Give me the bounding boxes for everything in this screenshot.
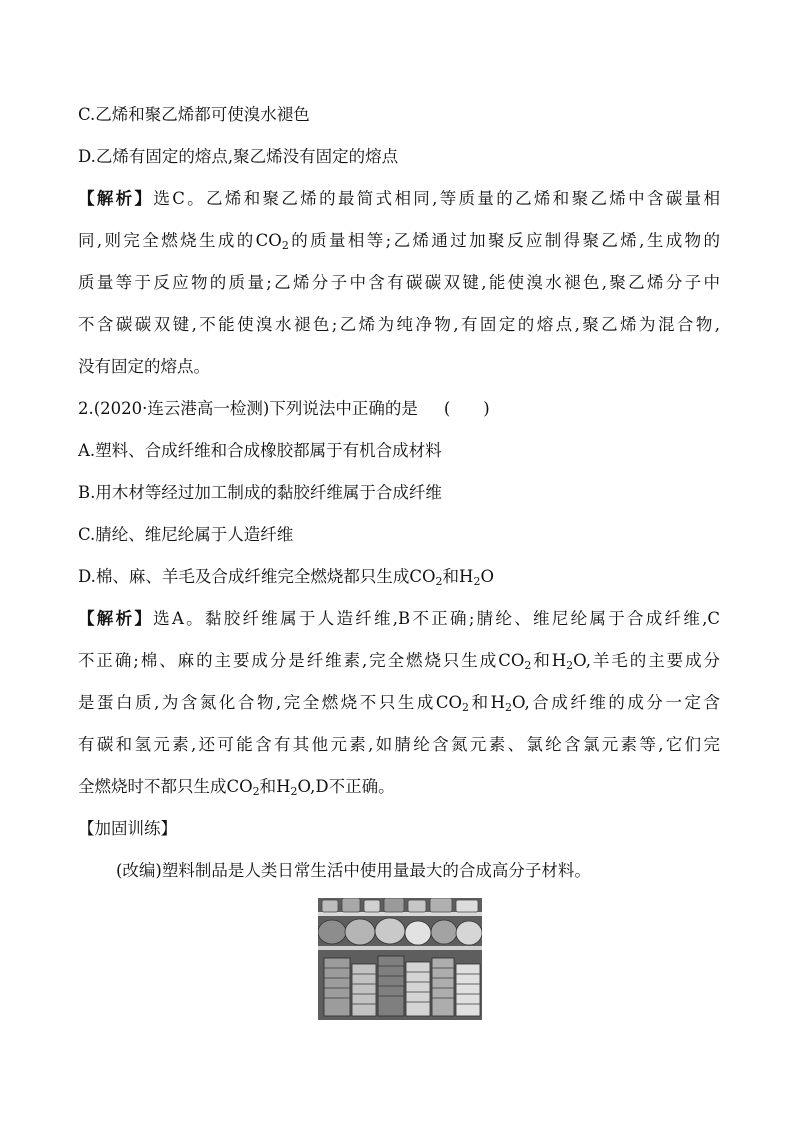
q1-analysis-line1 <box>78 188 720 210</box>
q2-analysis-text2c: O,羊毛的主要成分 <box>573 651 721 670</box>
q2-analysis-sub2b: 2 <box>566 659 574 672</box>
q2-option-b: B.用木材等经过加工制成的黏胶纤维属于合成纤维 <box>78 483 442 502</box>
q2-option-d-sub1: 2 <box>435 575 443 588</box>
q2-analysis-line5 <box>78 776 395 798</box>
q2-stem-text: 2.(2020·连云港高一检测)下列说法中正确的是 <box>78 399 418 418</box>
q2-analysis-sub3b: 2 <box>504 701 512 714</box>
q2-analysis-text2b: 和H <box>531 651 567 670</box>
q2-analysis-text3b: 和H <box>469 693 505 712</box>
q1-analysis-label: 【解析】 <box>78 189 154 208</box>
q2-analysis-text2a: 不正确;棉、麻的主要成分是纤维素,完全燃烧只生成CO <box>78 651 525 670</box>
q2-answer-bracket: ( ) <box>443 399 490 418</box>
q2-analysis-text1: 选A。黏胶纤维属于人造纤维,B不正确;腈纶、维尼纶属于合成纤维,C <box>153 609 721 628</box>
q2-option-a: A.塑料、合成纤维和合成橡胶都属于有机合成材料 <box>78 441 442 460</box>
q2-analysis-text5b: 和H <box>259 777 291 796</box>
q2-option-d-text-b: 和H <box>442 567 474 586</box>
q2-analysis-sub2a: 2 <box>524 659 532 672</box>
q2-analysis-sub3a: 2 <box>462 701 470 714</box>
q1-option-d: D.乙烯有固定的熔点,聚乙烯没有固定的熔点 <box>78 147 399 166</box>
q1-analysis-line4: 不含碳碳双键,不能使溴水褪色;乙烯为纯净物,有固定的熔点,聚乙烯为混合物, <box>78 315 720 334</box>
reinforce-intro: (改编)塑料制品是人类日常生活中使用量最大的合成高分子材料。 <box>116 861 591 880</box>
q2-analysis-sub5a: 2 <box>252 785 260 798</box>
q1-analysis-line2 <box>78 230 720 252</box>
q1-analysis-text2b: 的质量相等;乙烯通过加聚反应制得聚乙烯,生成物的 <box>288 231 720 250</box>
q2-option-d-text-a: D.棉、麻、羊毛及合成纤维完全燃烧都只生成CO <box>78 567 436 586</box>
q2-analysis-line4: 有碳和氢元素,还可能含有其他元素,如腈纶含氮元素、氯纶含氯元素等,它们完 <box>78 735 720 754</box>
plastic-buckets-photo <box>318 898 482 1020</box>
q2-option-d-text-c: O <box>480 567 494 586</box>
q1-analysis-text1: 选C。乙烯和聚乙烯的最简式相同,等质量的乙烯和聚乙烯中含碳量相 <box>153 189 721 208</box>
reinforce-label: 【加固训练】 <box>78 819 177 838</box>
q2-analysis-sub5b: 2 <box>290 785 298 798</box>
q2-stem <box>78 398 490 420</box>
q1-analysis-line3: 质量等于反应物的质量;乙烯分子中含有碳碳双键,能使溴水褪色,聚乙烯分子中 <box>78 273 720 292</box>
q2-option-d <box>78 566 494 588</box>
q2-analysis-text3a: 是蛋白质,为含氮化合物,完全燃烧不只生成CO <box>78 693 463 712</box>
q2-analysis-text3c: O,合成纤维的成分一定含 <box>511 693 720 712</box>
q2-analysis-label: 【解析】 <box>78 609 154 628</box>
q2-option-d-sub2: 2 <box>473 575 481 588</box>
q2-analysis-line2 <box>78 650 720 672</box>
q2-analysis-text5a: 全燃烧时不都只生成CO <box>78 777 253 796</box>
q1-analysis-text2a: 同,则完全燃烧生成的CO <box>78 231 282 250</box>
q2-analysis-line3 <box>78 692 720 714</box>
q2-option-c: C.腈纶、维尼纶属于人造纤维 <box>78 525 294 544</box>
q2-analysis-text5c: O,D不正确。 <box>297 777 395 796</box>
q1-analysis-line5: 没有固定的熔点。 <box>78 357 210 376</box>
q1-option-c: C.乙烯和聚乙烯都可使溴水褪色 <box>78 105 310 124</box>
buckets-illustration <box>318 898 482 1020</box>
q1-analysis-sub: 2 <box>281 239 289 252</box>
q2-analysis-line1 <box>78 608 720 630</box>
